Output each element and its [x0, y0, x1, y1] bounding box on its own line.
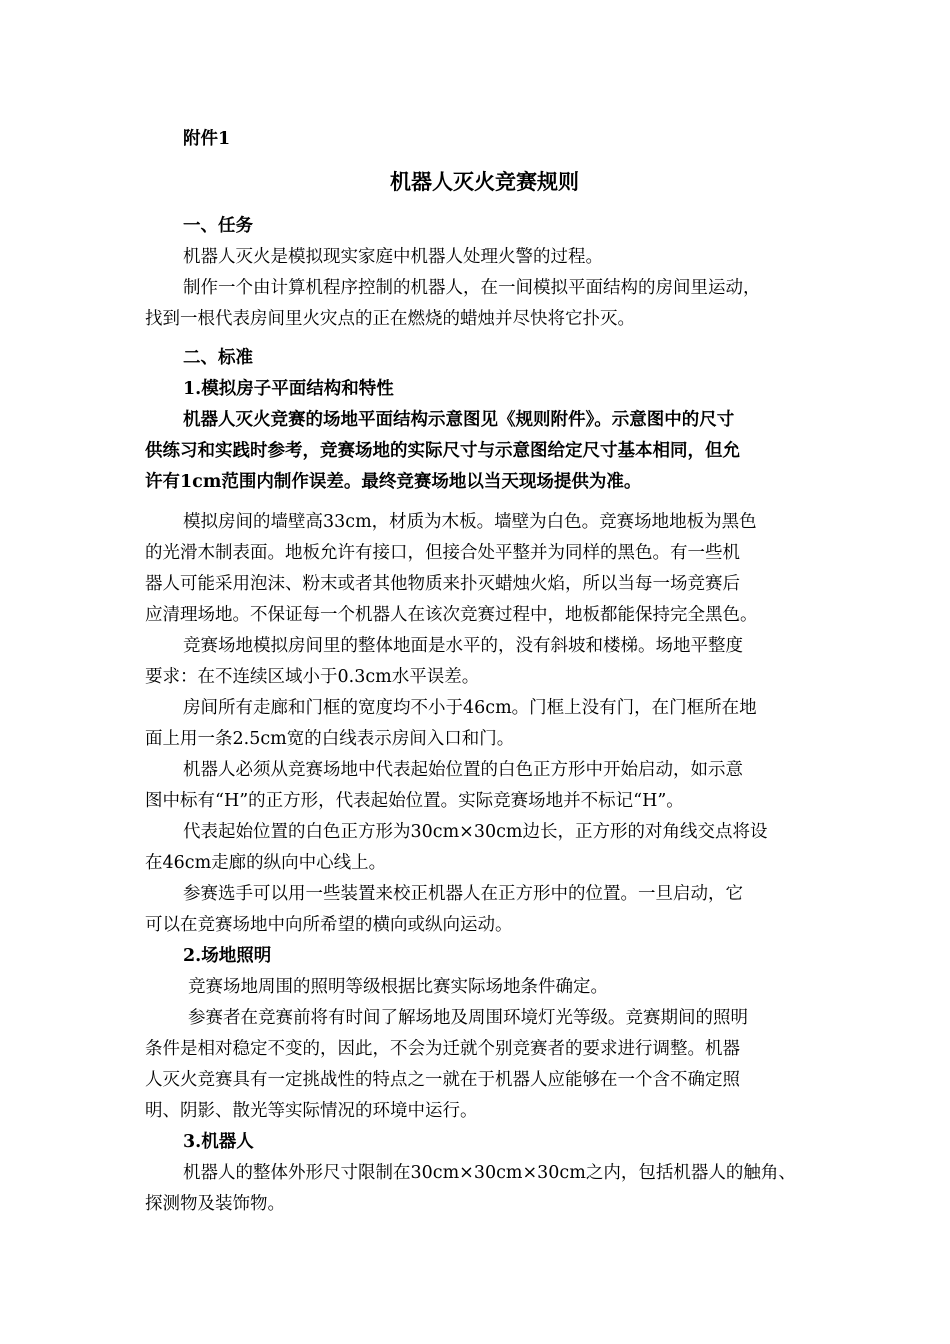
paragraph: 机器人必须从竞赛场地中代表起始位置的白色正方形中开始启动，如示意 — [183, 760, 743, 780]
paragraph: 模拟房间的墙壁高33cm，材质为木板。墙壁为白色。竞赛场地地板为黑色 — [183, 512, 757, 532]
paragraph: 在46cm走廊的纵向中心线上。 — [145, 853, 387, 873]
paragraph: 的光滑木制表面。地板允许有接口，但接合处平整并为同样的黑色。有一些机 — [145, 543, 740, 563]
paragraph: 器人可能采用泡沫、粉末或者其他物质来扑灭蜡烛火焰，所以当每一场竞赛后 — [145, 574, 740, 594]
subsection-heading-robot: 3.机器人 — [183, 1132, 254, 1152]
section-heading-task: 一、任务 — [183, 216, 253, 236]
paragraph: 制作一个由计算机程序控制的机器人，在一间模拟平面结构的房间里运动， — [183, 278, 761, 298]
paragraph: 竞赛场地周围的照明等级根据比赛实际场地条件确定。 — [188, 977, 608, 997]
paragraph: 面上用一条2.5cm宽的白线表示房间入口和门。 — [145, 729, 515, 749]
section-heading-standard: 二、标准 — [183, 348, 253, 368]
paragraph: 可以在竞赛场地中向所希望的横向或纵向运动。 — [145, 915, 513, 935]
subsection-heading-lighting: 2.场地照明 — [183, 946, 272, 966]
attachment-label: 附件1 — [183, 129, 231, 149]
paragraph: 人灭火竞赛具有一定挑战性的特点之一就在于机器人应能够在一个含不确定照 — [145, 1070, 740, 1090]
bold-paragraph: 机器人灭火竞赛的场地平面结构示意图见《规则附件》。示意图中的尺寸 — [183, 410, 735, 430]
paragraph: 明、阴影、散光等实际情况的环境中运行。 — [145, 1101, 478, 1121]
paragraph: 房间所有走廊和门框的宽度均不小于46cm。门框上没有门，在门框所在地 — [183, 698, 757, 718]
document-title: 机器人灭火竞赛规则 — [390, 169, 579, 194]
paragraph: 机器人灭火是模拟现实家庭中机器人处理火警的过程。 — [183, 247, 603, 267]
paragraph: 机器人的整体外形尺寸限制在30cm×30cm×30cm之内，包括机器人的触角、 — [183, 1163, 796, 1183]
bold-paragraph: 许有1cm范围内制作误差。最终竞赛场地以当天现场提供为准。 — [145, 472, 642, 492]
bold-paragraph: 供练习和实践时参考，竞赛场地的实际尺寸与示意图给定尺寸基本相同，但允 — [145, 441, 740, 461]
subsection-heading-structure: 1.模拟房子平面结构和特性 — [183, 379, 394, 399]
paragraph: 应清理场地。不保证每一个机器人在该次竞赛过程中，地板都能保持完全黑色。 — [145, 605, 758, 625]
paragraph: 找到一根代表房间里火灾点的正在燃烧的蜡烛并尽快将它扑灭。 — [145, 309, 635, 329]
paragraph: 竞赛场地模拟房间里的整体地面是水平的，没有斜坡和楼梯。场地平整度 — [183, 636, 743, 656]
paragraph: 条件是相对稳定不变的，因此，不会为迁就个别竞赛者的要求进行调整。机器 — [145, 1039, 740, 1059]
paragraph: 参赛者在竞赛前将有时间了解场地及周围环境灯光等级。竞赛期间的照明 — [188, 1008, 748, 1028]
paragraph: 参赛选手可以用一些装置来校正机器人在正方形中的位置。一旦启动，它 — [183, 884, 743, 904]
paragraph: 图中标有“H”的正方形，代表起始位置。实际竞赛场地并不标记“H”。 — [145, 791, 684, 811]
paragraph: 要求：在不连续区域小于0.3cm水平误差。 — [145, 667, 480, 687]
paragraph: 探测物及装饰物。 — [145, 1194, 285, 1214]
paragraph: 代表起始位置的白色正方形为30cm×30cm边长，正方形的对角线交点将设 — [183, 822, 768, 842]
